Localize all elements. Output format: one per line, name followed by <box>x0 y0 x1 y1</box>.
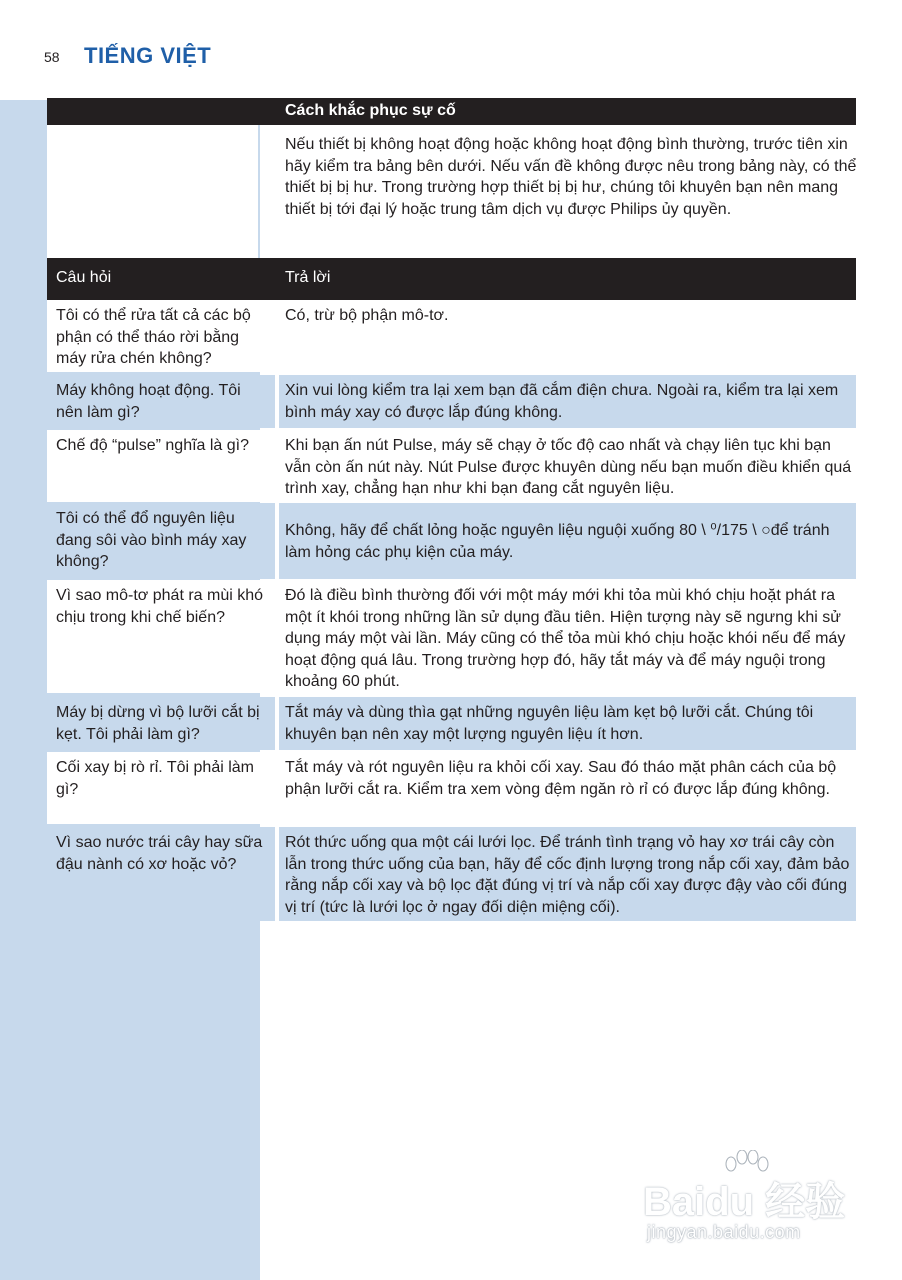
answer-cell: Xin vui lòng kiểm tra lại xem bạn đã cắm điện chưa. Ngoài ra, kiểm tra lại xem bình máy xay có được lắp đúng không. <box>285 382 839 421</box>
section-header-bar <box>47 98 856 125</box>
language-title: TIẾNG VIỆT <box>84 43 212 68</box>
table-row <box>47 752 856 824</box>
question-cell: Tôi có thể đổ nguyên liệu đang sôi vào bình máy xay không? <box>47 503 275 579</box>
column-header-answer: Trả lời <box>285 269 331 286</box>
question-cell: Máy không hoạt động. Tôi nên làm gì? <box>47 375 275 428</box>
baidu-watermark <box>643 1150 853 1250</box>
question-cell: Cối xay bị rò rỉ. Tôi phải làm gì? <box>47 752 275 824</box>
table-row <box>47 375 856 428</box>
answer-cell: Tắt máy và dùng thìa gạt những nguyên liệu làm kẹt bộ lưỡi cắt. Chúng tôi khuyên bạn nên xay một lượng nguyên liệu ít hơn. <box>285 704 814 743</box>
table-row <box>47 503 856 579</box>
question-cell: Vì sao mô-tơ phát ra mùi khó chịu trong khi chế biến? <box>47 580 275 693</box>
question-cell: Tôi có thể rửa tất cả các bộ phận có thể tháo rời bằng máy rửa chén không? <box>47 300 275 372</box>
intro-paragraph: Nếu thiết bị không hoạt động hoặc không hoạt động bình thường, trước tiên xin hãy kiểm tra bảng bên dưới. Nếu vấn đề không được nêu trong bảng này, có thể thiết bị bị hư. Trong trường hợp thiết bị bị hư, chúng tôi khuyên bạn nên mang thiết bị tới đại lý hoặc trung tâm dịch vụ được Philips ủy quyền. <box>285 136 857 218</box>
table-row <box>47 430 856 502</box>
table-header <box>47 258 856 300</box>
answer-cell: Đó là điều bình thường đối với một máy mới khi tỏa mùi khó chịu hoặt phát ra một ít khói trong những lần sử dụng đầu tiên. Hiện tượng này sẽ ngưng khi sử dụng máy một vài lần. Máy cũng có thể tỏa mùi khó chịu hoặc khói nếu để máy hoạt động quá lâu. Trong trường hợp đó, hãy tắt máy và để máy nguội trong khoảng 60 phút. <box>285 587 846 690</box>
answer-cell: Có, trừ bộ phận mô-tơ. <box>285 307 449 324</box>
answer-cell: Khi bạn ấn nút Pulse, máy sẽ chạy ở tốc độ cao nhất và chạy liên tục khi bạn vẫn còn ấn nút này. Nút Pulse được khuyên dùng nếu bạn muốn điều khiển quá trình xay, chẳng hạn như khi bạn đang cắt nguyên liệu. <box>285 437 852 497</box>
section-title: Cách khắc phục sự cố <box>285 102 456 119</box>
baidu-logo-text: Baidu 经验 <box>643 1180 846 1224</box>
table-row <box>47 580 856 693</box>
question-cell: Vì sao nước trái cây hay sữa đậu nành có xơ hoặc vỏ? <box>47 827 275 921</box>
column-header-question: Câu hỏi <box>56 269 112 286</box>
baidu-url: jingyan.baidu.com <box>647 1222 801 1242</box>
question-cell: Chế độ “pulse” nghĩa là gì? <box>47 430 275 502</box>
answer-cell: Rót thức uống qua một cái lưới lọc. Để tránh tình trạng vỏ hay xơ trái cây còn lẫn trong thức uống của bạn, hãy để cốc định lượng trong nắp cối xay, đảm bảo rằng nắp cối xay và bộ lọc đặt đúng vị trí và nắp cối xay được đậy vào cối đúng vị trí (tức là lưới lọc ở ngay đối diện miệng cối). <box>285 834 850 916</box>
table-row <box>47 827 856 921</box>
question-cell: Máy bị dừng vì bộ lưỡi cắt bị kẹt. Tôi phải làm gì? <box>47 697 275 750</box>
table-row <box>47 697 856 750</box>
answer-cell: Không, hãy để chất lỏng hoặc nguyên liệu nguội xuống 80 \ ⁰/175 \ ○để tránh làm hỏng các phụ kiện của máy. <box>285 522 830 561</box>
page-number: 58 <box>44 49 60 65</box>
table-row <box>47 300 856 372</box>
answer-cell: Tắt máy và rót nguyên liệu ra khỏi cối xay. Sau đó tháo mặt phân cách của bộ phận lưỡi cắt ra. Kiểm tra xem vòng đệm ngăn rò rỉ có được lắp đúng không. <box>285 759 837 798</box>
intro-left-blank <box>47 125 258 258</box>
